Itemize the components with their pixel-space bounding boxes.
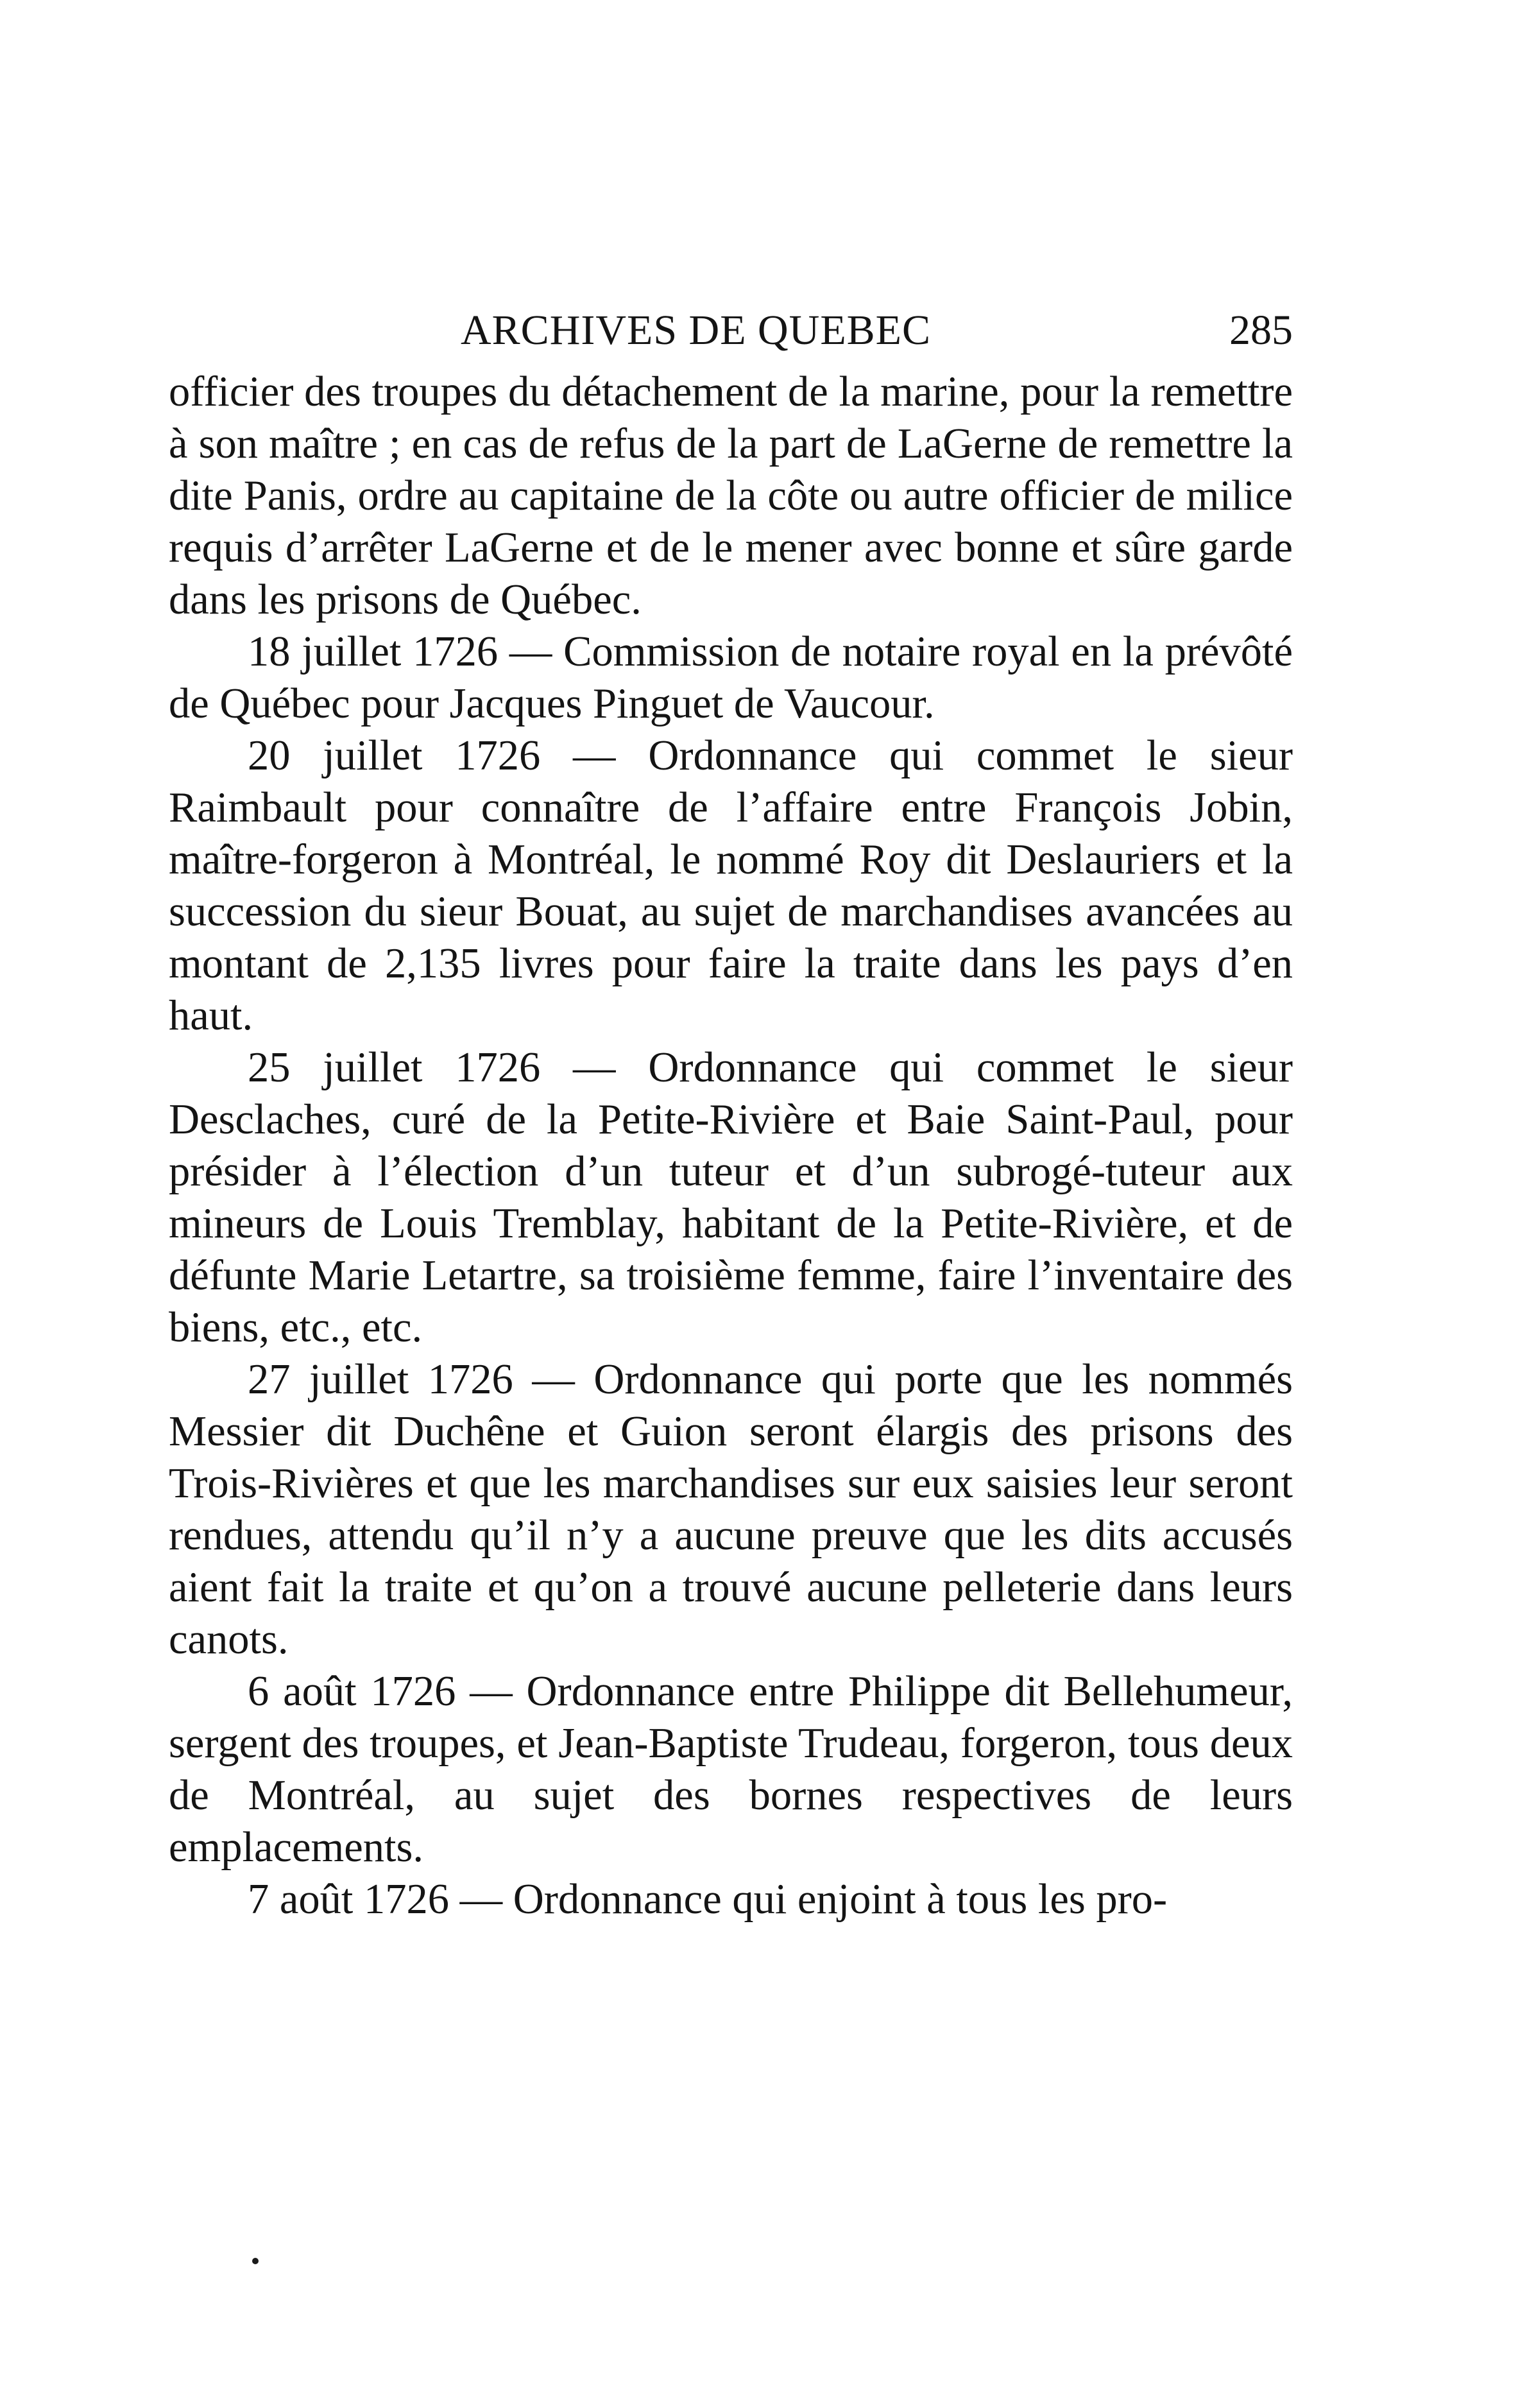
ink-speck (252, 2258, 259, 2264)
document-page (169, 295, 1293, 1925)
running-title: ARCHIVES DE QUEBEC (461, 307, 932, 354)
running-head (169, 295, 1293, 366)
page-number: 285 (1229, 307, 1293, 354)
paragraph-entry: 6 août 1726 — Ordonnance entre Philippe dit Bellehumeur, sergent des troupes, et Jean-Baptiste Trudeau, forgeron, tous deux de Montréal, au sujet des bornes respectives de leurs emplacements. (169, 1668, 1293, 1871)
paragraph-continuation: officier des troupes du détachement de la marine, pour la remettre à son maître ; en cas de refus de la part de LaGerne de remettre la dite Panis, ordre au capitaine de la côte ou autre officier de milice requis d’arrêter LaGerne et de le mener avec bonne et sûre garde dans les prisons de Québec. (169, 368, 1293, 623)
paragraph-entry: 18 juillet 1726 — Commission de notaire royal en la prévôté de Québec pour Jacques Pinguet de Vaucour. (169, 628, 1293, 727)
paragraph-entry: 20 juillet 1726 — Ordonnance qui commet le sieur Raimbault pour connaître de l’affaire entre François Jobin, maître-forgeron à Montréal, le nommé Roy dit Deslauriers et la succession du sieur Bouat, au sujet de marchandises avancées au montant de 2,135 livres pour faire la traite dans les pays d’en haut. (169, 732, 1293, 1039)
paragraph-entry: 7 août 1726 — Ordonnance qui enjoint à tous les pro- (248, 1876, 1168, 1923)
paragraph-entry: 25 juillet 1726 — Ordonnance qui commet le sieur Desclaches, curé de la Petite-Rivière et Baie Saint-Paul, pour présider à l’élection d’un tuteur et d’un subrogé-tuteur aux mineurs de Louis Tremblay, habitant de la Petite-Rivière, et de défunte Marie Letartre, sa troisième femme, faire l’inventaire des biens, etc., etc. (169, 1044, 1293, 1351)
paragraph-entry: 27 juillet 1726 — Ordonnance qui porte que les nommés Messier dit Duchêne et Guion seront élargis des prisons des Trois-Rivières et que les marchandises sur eux saisies leur seront rendues, attendu qu’il n’y a aucune preuve que les dits accusés aient fait la traite et qu’on a trouvé aucune pelleterie dans leurs canots. (169, 1356, 1293, 1663)
body-text (169, 366, 1293, 1925)
